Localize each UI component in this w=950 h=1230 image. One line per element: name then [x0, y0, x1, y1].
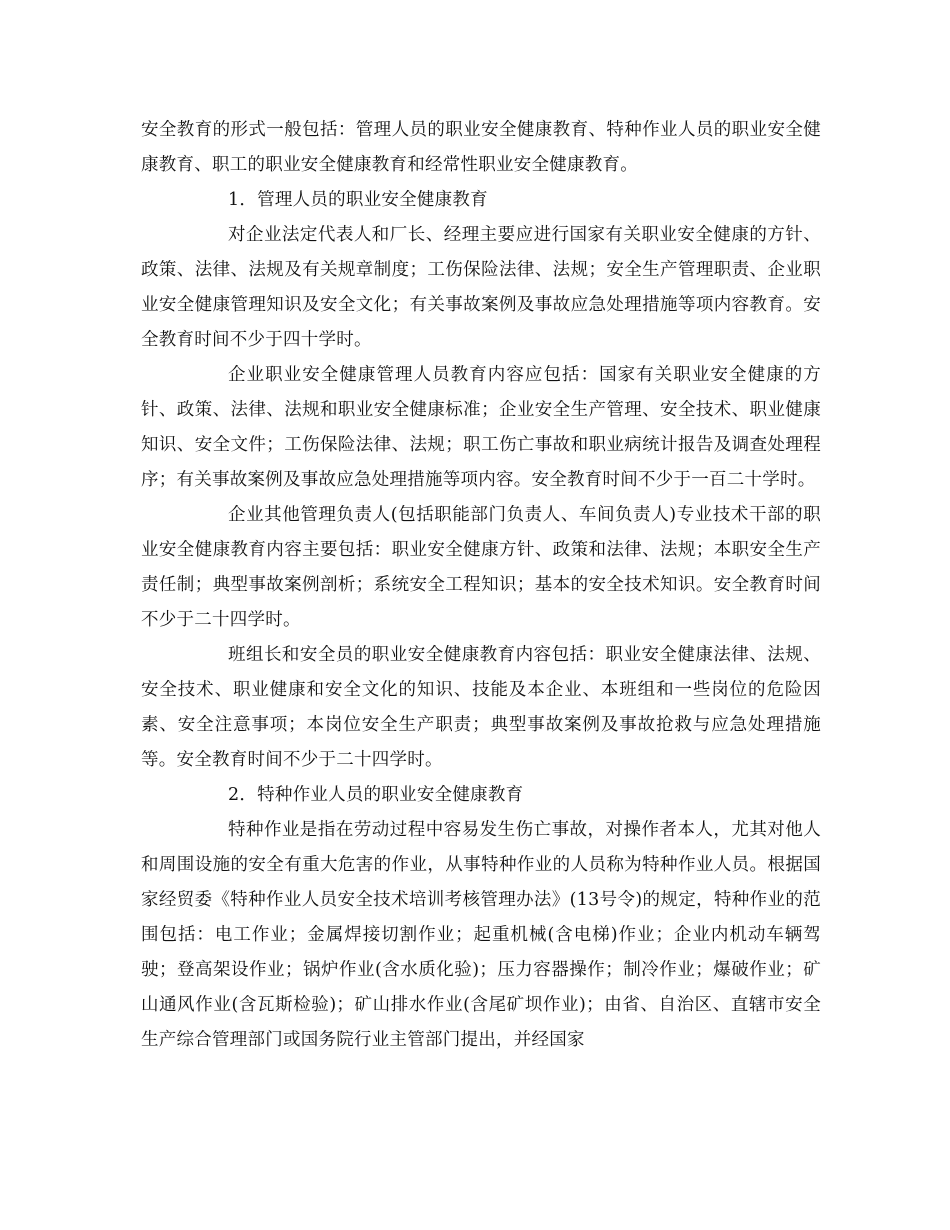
paragraph-intro: 安全教育的形式一般包括：管理人员的职业安全健康教育、特种作业人员的职业安全健康教育、职工的职业安全健康教育和经常性职业安全健康教育。: [141, 120, 821, 175]
paragraph-team-leaders: 班组长和安全员的职业安全健康教育内容包括：职业安全健康法律、法规、安全技术、职业健康和安全文化的知识、技能及本企业、本班组和一些岗位的危险因素、安全注意事项；本岗位安全生产职责；典型事故案例及事故抢救与应急处理措施等。安全教育时间不少于二十四学时。: [141, 645, 821, 770]
section-heading-2: 2．特种作业人员的职业安全健康教育: [228, 785, 524, 805]
document-body: [141, 113, 821, 1058]
paragraph-legal-representatives: 对企业法定代表人和厂长、经理主要应进行国家有关职业安全健康的方针、政策、法律、法规及有关规章制度；工伤保险法律、法规；安全生产管理职责、企业职业安全健康管理知识及安全文化；有关事故案例及事故应急处理措施等项内容教育。安全教育时间不少于四十学时。: [141, 225, 821, 350]
section-heading-1: 1．管理人员的职业安全健康教育: [228, 190, 488, 210]
paragraph-special-operations: 特种作业是指在劳动过程中容易发生伤亡事故，对操作者本人，尤其对他人和周围设施的安全有重大危害的作业，从事特种作业的人员称为特种作业人员。根据国家经贸委《特种作业人员安全技术培训考核管理办法》(13号令)的规定，特种作业的范围包括：电工作业；金属焊接切割作业；起重机械(含电梯)作业；企业内机动车辆驾驶；登高架设作业；锅炉作业(含水质化验)；压力容器操作；制冷作业；爆破作业；矿山通风作业(含瓦斯检验)；矿山排水作业(含尾矿坝作业)；由省、自治区、直辖市安全生产综合管理部门或国务院行业主管部门提出，并经国家: [141, 820, 821, 1050]
paragraph-other-managers: 企业其他管理负责人(包括职能部门负责人、车间负责人)专业技术干部的职业安全健康教育内容主要包括：职业安全健康方针、政策和法律、法规；本职安全生产责任制；典型事故案例剖析；系统安全工程知识；基本的安全技术知识。安全教育时间不少于二十四学时。: [141, 505, 821, 630]
paragraph-safety-managers: 企业职业安全健康管理人员教育内容应包括：国家有关职业安全健康的方针、政策、法律、法规和职业安全健康标准；企业安全生产管理、安全技术、职业健康知识、安全文件；工伤保险法律、法规；职工伤亡事故和职业病统计报告及调查处理程序；有关事故案例及事故应急处理措施等项内容。安全教育时间不少于一百二十学时。: [141, 365, 821, 490]
